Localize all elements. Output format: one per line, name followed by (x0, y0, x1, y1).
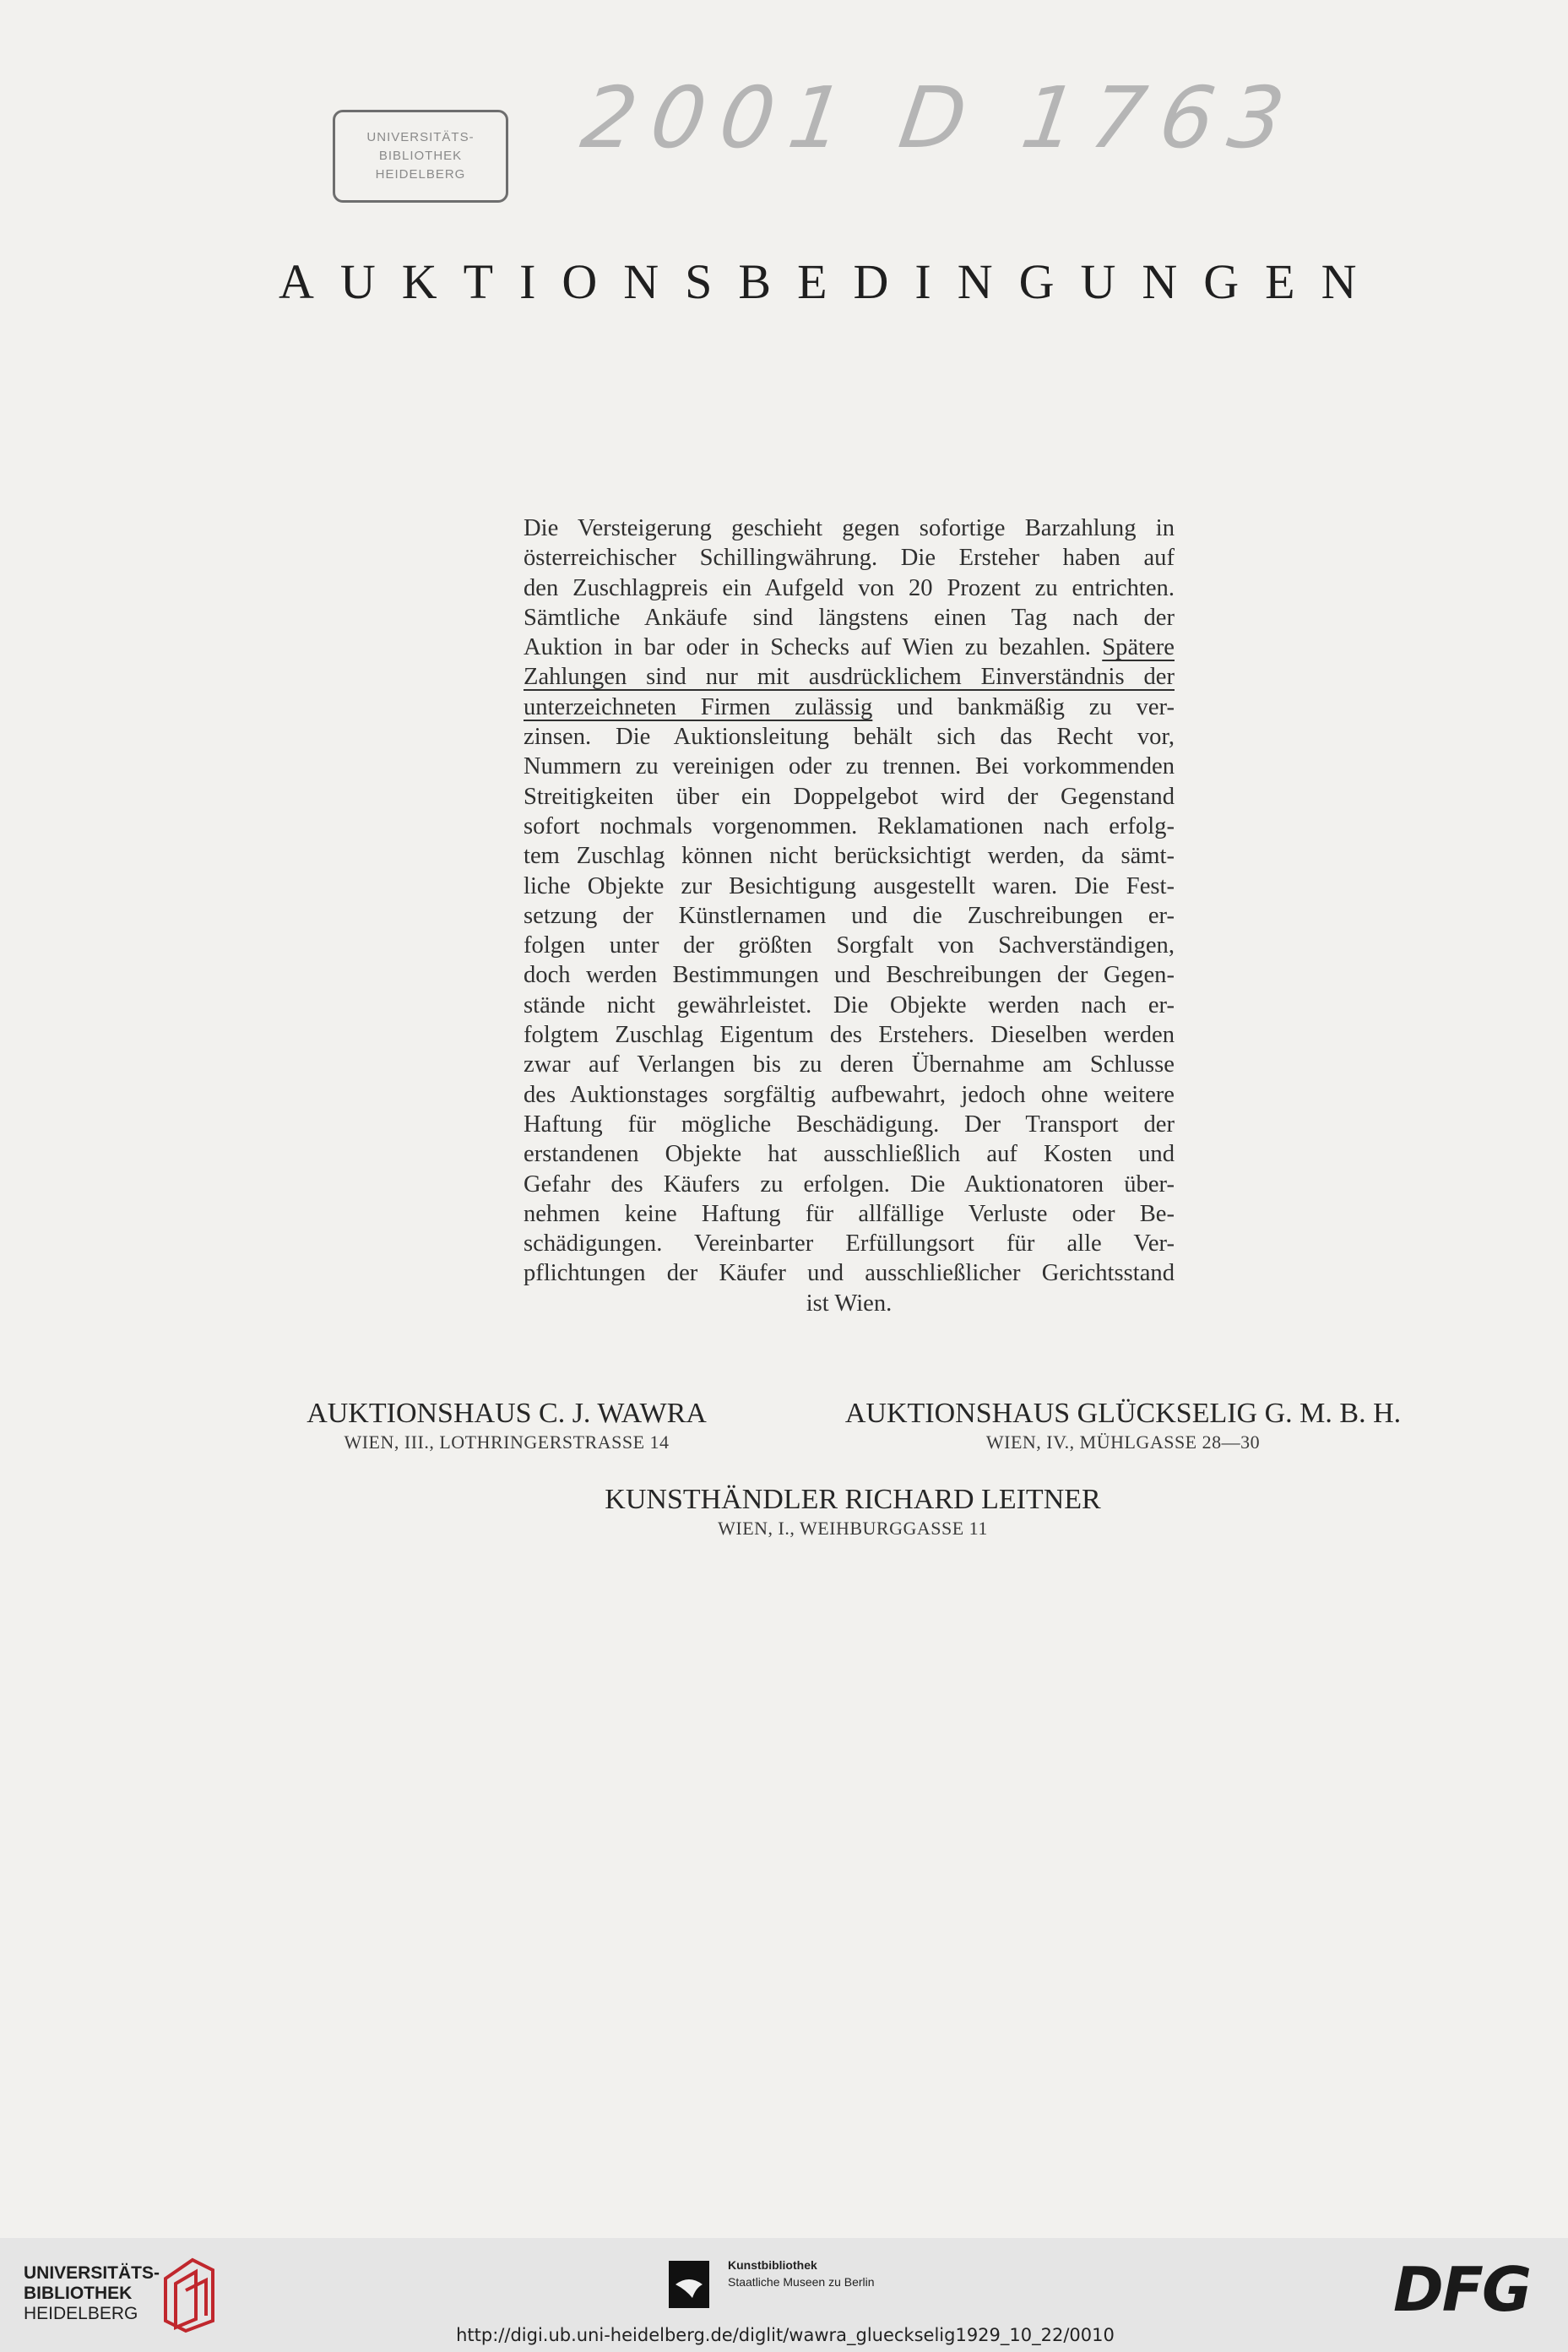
kunstbibliothek-logo[interactable] (728, 2257, 875, 2290)
terms-line: nehmen keine Haftung für allfällige Verluste oder Be- (524, 1200, 1175, 1227)
terms-line: stände nicht gewährleistet. Die Objekte werden nach er- (524, 991, 1175, 1018)
firm-address: WIEN, IV., MÜHLGASSE 28—30 (985, 1431, 1261, 1453)
firm-wawra (279, 1397, 735, 1454)
terms-line: zinsen. Die Auktionsleitung behält sich das Recht vor, (524, 724, 1175, 751)
page-title: AUKTIONSBEDINGUNGEN (279, 254, 1383, 309)
stamp-line-3: HEIDELBERG (375, 167, 466, 182)
terms-text: Auktion in bar oder in Schecks auf Wien zu bezahlen. (524, 634, 1091, 661)
terms-line: Gefahr des Käufers zu erfolgen. Die Auktionatoren über- (524, 1171, 1175, 1198)
terms-line: Haftung für mögliche Beschädigung. Der Transport der (524, 1111, 1175, 1138)
firm-name: AUKTIONSHAUS C. J. WAWRA (307, 1398, 707, 1429)
dfg-logo[interactable]: DFG (1393, 2254, 1531, 2325)
terms-line: österreichischer Schillingwährung. Die Ersteher haben auf (524, 545, 1175, 572)
terms-text: und bankmäßig zu ver- (897, 693, 1175, 720)
terms-line: folgen unter der größten Sorgfalt von Sachverständigen, (524, 932, 1175, 959)
stamp-line-1: UNIVERSITÄTS- (366, 130, 475, 144)
terms-underlined-line: Zahlungen sind nur mit ausdrücklichem Einverständnis der (524, 664, 1175, 691)
terms-line: doch werden Bestimmungen und Beschreibungen der Gegen- (524, 962, 1175, 989)
terms-line: zwar auf Verlangen bis zu deren Übernahme am Schlusse (524, 1051, 1175, 1078)
auction-terms-text (524, 513, 1175, 1318)
terms-line: des Auktionstages sorgfältig aufbewahrt, jedoch ohne weitere (524, 1081, 1175, 1108)
terms-line: schädigungen. Vereinbarter Erfüllungsort für alle Ver- (524, 1230, 1175, 1257)
university-library-icon (159, 2253, 218, 2334)
terms-line: ist Wien. (806, 1290, 893, 1317)
permalink-url[interactable]: http://digi.ub.uni-heidelberg.de/diglit/wawra_glueckselig1929_10_22/0010 (456, 2325, 1115, 2345)
terms-line: den Zuschlagpreis ein Aufgeld von 20 Prozent zu entrichten. (524, 574, 1175, 601)
terms-line: Streitigkeiten über ein Doppelgebot wird der Gegenstand (524, 783, 1175, 810)
handwritten-shelfmark: 2001 D 1763 (575, 68, 1305, 167)
terms-line: Nummern zu vereinigen oder zu trennen. Bei vorkommenden (524, 753, 1175, 780)
firm-name: AUKTIONSHAUS GLÜCKSELIG G. M. B. H. (844, 1398, 1402, 1429)
terms-line: Sämtliche Ankäufe sind längstens einen Tag nach der (524, 604, 1175, 631)
terms-line: folgtem Zuschlag Eigentum des Erstehers. Dieselben werden (524, 1022, 1175, 1049)
terms-underlined-text: Spätere (1102, 634, 1175, 661)
terms-line: erstandenen Objekte hat ausschließlich auf Kosten und (524, 1141, 1175, 1168)
terms-underlined-text: unterzeichneten Firmen zulässig (524, 693, 873, 720)
university-library-logo[interactable] (24, 2263, 160, 2324)
firm-glueckselig (819, 1397, 1427, 1454)
terms-line: pflichtungen der Käufer und ausschließlicher Gerichtsstand (524, 1260, 1175, 1287)
terms-line: Die Versteigerung geschieht gegen sofortige Barzahlung in (524, 515, 1175, 541)
kb-line: Kunstbibliothek (728, 2258, 817, 2272)
logo-line: HEIDELBERG (24, 2304, 138, 2323)
stamp-line-2: BIBLIOTHEK (378, 149, 463, 163)
terms-line (524, 693, 1175, 722)
terms-line: liche Objekte zur Besichtigung ausgestellt waren. Die Fest- (524, 872, 1175, 899)
terms-line: tem Zuschlag können nicht berücksichtigt werden, da sämt- (524, 843, 1175, 870)
firm-leitner (540, 1483, 1165, 1540)
kb-line: Staatliche Museen zu Berlin (728, 2275, 875, 2289)
logo-line: UNIVERSITÄTS- (24, 2263, 160, 2283)
firm-address: WIEN, III., LOTHRINGERSTRASSE 14 (344, 1431, 670, 1453)
terms-line: setzung der Künstlernamen und die Zuschreibungen er- (524, 902, 1175, 929)
firm-address: WIEN, I., WEIHBURGGASSE 11 (718, 1518, 988, 1539)
logo-line: BIBLIOTHEK (24, 2284, 133, 2303)
terms-line: sofort nochmals vorgenommen. Reklamationen nach erfolg- (524, 812, 1175, 839)
kunstbibliothek-icon (667, 2259, 711, 2310)
firm-name: KUNSTHÄNDLER RICHARD LEITNER (605, 1484, 1101, 1515)
library-stamp (333, 110, 508, 203)
terms-line (524, 633, 1175, 662)
